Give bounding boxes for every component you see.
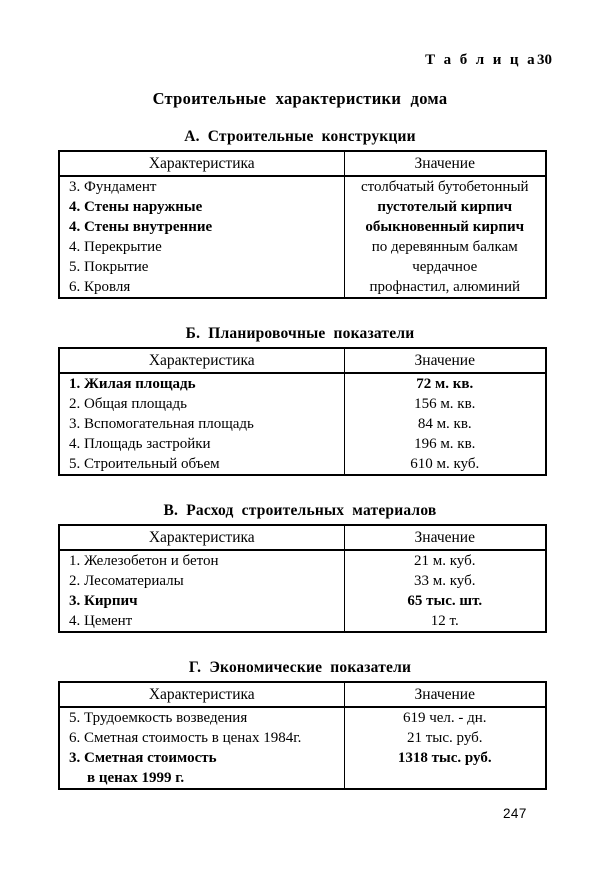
page-title: Строительные характеристики дома bbox=[152, 89, 448, 108]
cell-characteristic: 4. Стены наружные bbox=[59, 197, 344, 217]
cell-characteristic: 2. Общая площадь bbox=[59, 394, 344, 414]
data-table bbox=[58, 681, 547, 790]
table-row bbox=[59, 611, 546, 632]
table-row bbox=[59, 454, 546, 475]
cell-characteristic: 4. Перекрытие bbox=[59, 237, 344, 257]
cell-characteristic: 1. Жилая площадь bbox=[59, 373, 344, 394]
table-header-row bbox=[59, 525, 546, 550]
page-number: 247 bbox=[503, 806, 527, 821]
table-wrapper bbox=[58, 681, 545, 790]
sections-container bbox=[0, 128, 600, 790]
cell-characteristic: 5. Трудоемкость возведения bbox=[59, 707, 344, 728]
cell-characteristic bbox=[59, 768, 344, 789]
cell-characteristic: 1. Железобетон и бетон bbox=[59, 550, 344, 571]
section bbox=[0, 502, 600, 633]
cell-characteristic: 2. Лесоматериалы bbox=[59, 571, 344, 591]
section bbox=[0, 325, 600, 476]
table-wrapper bbox=[58, 150, 545, 299]
cell-characteristic: 4. Цемент bbox=[59, 611, 344, 632]
cell-characteristic: 4. Площадь застройки bbox=[59, 434, 344, 454]
cell-value: 610 м. куб. bbox=[410, 456, 480, 472]
cell-characteristic: 3. Сметная стоимость bbox=[59, 748, 344, 768]
cell-value: 33 м. куб. bbox=[413, 573, 476, 589]
table-row bbox=[59, 394, 546, 414]
cell-value: 84 м. кв. bbox=[417, 416, 472, 432]
table-row bbox=[59, 176, 546, 197]
table-wrapper bbox=[58, 524, 545, 633]
cell-value: 21 м. куб. bbox=[413, 553, 476, 569]
table-row bbox=[59, 434, 546, 454]
column-header-characteristic: Характеристика bbox=[59, 682, 344, 707]
table-row bbox=[59, 217, 546, 237]
table-caption bbox=[425, 52, 552, 69]
table-row bbox=[59, 748, 546, 768]
data-table bbox=[58, 347, 547, 476]
cell-value: 196 м. кв. bbox=[414, 436, 476, 452]
table-row bbox=[59, 197, 546, 217]
column-header-value: Значение bbox=[344, 525, 546, 550]
column-header-value: Значение bbox=[344, 682, 546, 707]
column-header-characteristic: Характеристика bbox=[59, 525, 344, 550]
data-table bbox=[58, 150, 547, 299]
table-row bbox=[59, 373, 546, 394]
table-wrapper bbox=[58, 347, 545, 476]
cell-value: столбчатый бутобетонный bbox=[360, 179, 529, 195]
table-row bbox=[59, 768, 546, 789]
cell-characteristic: 3. Кирпич bbox=[59, 591, 344, 611]
cell-value: обыкновенный кирпич bbox=[365, 219, 525, 235]
cell-value: 156 м. кв. bbox=[414, 396, 476, 412]
cell-characteristic: 3. Фундамент bbox=[59, 176, 344, 197]
table-row bbox=[59, 257, 546, 277]
table-caption-number: 30 bbox=[537, 52, 552, 68]
cell-value: по деревянным балкам bbox=[371, 239, 518, 255]
cell-characteristic: 5. Строительный объем bbox=[59, 454, 344, 475]
table-row bbox=[59, 728, 546, 748]
cell-value: пустотелый кирпич bbox=[377, 199, 513, 215]
section-heading: Б. Планировочные показатели bbox=[185, 325, 415, 342]
cell-value: чердачное bbox=[412, 259, 478, 275]
section-heading: В. Расход строительных материалов bbox=[163, 502, 437, 519]
table-caption-label: Т а б л и ц а bbox=[425, 52, 537, 68]
table-row bbox=[59, 591, 546, 611]
cell-value: 72 м. кв. bbox=[416, 376, 474, 392]
section-heading: Г. Экономические показатели bbox=[188, 659, 412, 676]
section-heading: А. Строительные конструкции bbox=[184, 128, 416, 145]
column-header-characteristic: Характеристика bbox=[59, 151, 344, 176]
cell-characteristic: 5. Покрытие bbox=[59, 257, 344, 277]
table-row bbox=[59, 550, 546, 571]
cell-characteristic: 4. Стены внутренние bbox=[59, 217, 344, 237]
cell-characteristic: 6. Сметная стоимость в ценах 1984г. bbox=[59, 728, 344, 748]
column-header-value: Значение bbox=[344, 348, 546, 373]
table-header-row bbox=[59, 682, 546, 707]
column-header-value: Значение bbox=[344, 151, 546, 176]
section bbox=[0, 659, 600, 790]
section bbox=[0, 128, 600, 299]
cell-value: профнастил, алюминий bbox=[369, 279, 521, 295]
table-row bbox=[59, 237, 546, 257]
cell-value: 619 чел. - дн. bbox=[402, 710, 487, 726]
cell-value: 1318 тыс. руб. bbox=[397, 750, 492, 766]
cell-characteristic: 6. Кровля bbox=[59, 277, 344, 298]
cell-characteristic-continuation: в ценах 1999 г. bbox=[87, 770, 185, 786]
table-row bbox=[59, 707, 546, 728]
table-row bbox=[59, 277, 546, 298]
cell-value bbox=[344, 768, 546, 789]
table-row bbox=[59, 414, 546, 434]
table-header-row bbox=[59, 151, 546, 176]
column-header-characteristic: Характеристика bbox=[59, 348, 344, 373]
cell-value: 12 т. bbox=[430, 613, 459, 629]
table-header-row bbox=[59, 348, 546, 373]
cell-value: 21 тыс. руб. bbox=[406, 730, 483, 746]
cell-value: 65 тыс. шт. bbox=[407, 593, 483, 609]
data-table bbox=[58, 524, 547, 633]
table-row bbox=[59, 571, 546, 591]
cell-characteristic: 3. Вспомогательная площадь bbox=[59, 414, 344, 434]
